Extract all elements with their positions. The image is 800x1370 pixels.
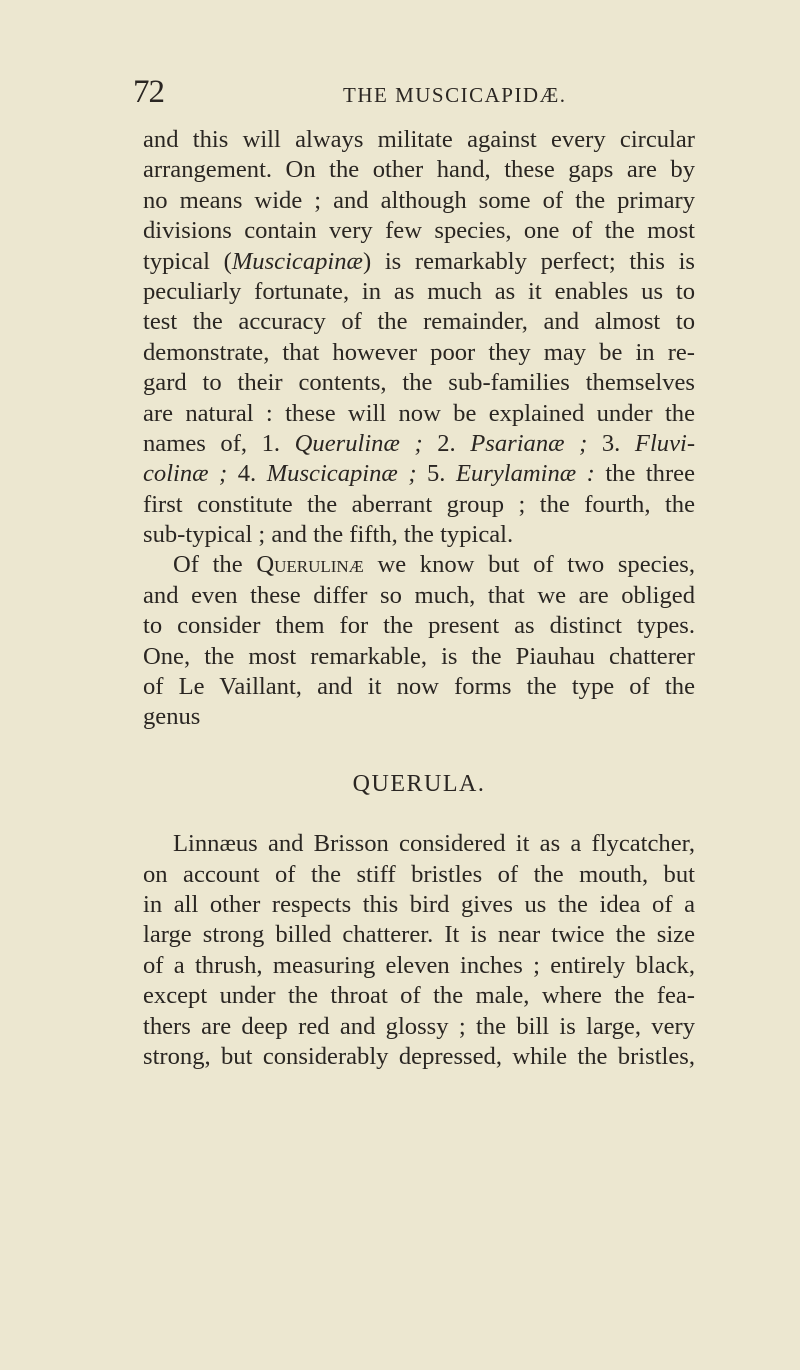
text-line: divisions contain very few species, one of the most <box>143 217 695 245</box>
running-head <box>133 74 693 114</box>
text-line <box>143 459 695 489</box>
running-title: THE MUSCICAPIDÆ. <box>343 83 567 107</box>
text-line <box>143 247 695 277</box>
text-run: ) is remarkably perfect; this is <box>362 247 695 275</box>
text-line: and this will always militate against every circular <box>143 126 695 153</box>
text-line <box>143 429 695 459</box>
text-line: sub-typical ; and the fifth, the typical. <box>143 521 514 549</box>
italic-term: Fluvi- <box>634 429 696 457</box>
text-line: gard to their contents, the sub-families themselves <box>143 369 695 397</box>
text-run: 4. <box>227 460 267 488</box>
text-line: strong, but considerably depressed, while the bristles, <box>143 1042 695 1070</box>
italic-term: Eurylaminæ : <box>455 460 595 488</box>
text-run: the three <box>594 460 696 488</box>
text-run: 5. <box>416 460 456 488</box>
text-line: are natural : these will now be explained under the <box>143 399 695 427</box>
text-line <box>143 550 695 580</box>
text-line: demonstrate, that however poor they may be in re- <box>143 338 695 366</box>
text-line: and even these differ so much, that we are obliged <box>143 581 695 609</box>
body-text <box>143 125 695 1072</box>
text-line: test the accuracy of the remainder, and almost to <box>143 308 695 336</box>
text-line: arrangement. On the other hand, these gaps are by <box>143 156 695 184</box>
italic-term: Psarianæ ; <box>470 429 588 457</box>
paragraph-2 <box>143 550 695 732</box>
italic-term: Querulinæ ; <box>294 429 423 457</box>
text-line: to consider them for the present as distinct types. <box>143 612 695 640</box>
text-line: of Le Vaillant, and it now forms the type of the <box>143 673 695 701</box>
text-line: peculiarly fortunate, in as much as it enables us to <box>143 277 695 305</box>
text-run: names of, 1. <box>143 429 295 457</box>
paragraph-1 <box>143 125 695 550</box>
text-run: we know but of two species, <box>363 551 695 579</box>
text-line: large strong billed chatterer. It is near twice the size <box>143 921 695 949</box>
text-run: 2. <box>422 429 471 457</box>
text-run: Of the <box>173 551 257 579</box>
text-line: thers are deep red and glossy ; the bill is large, very <box>143 1012 695 1040</box>
page-number: 72 <box>133 74 164 110</box>
italic-term: colinæ ; <box>143 460 228 488</box>
italic-term: Muscicapinæ <box>231 247 363 275</box>
text-line: on account of the stiff bristles of the mouth, but <box>143 860 695 888</box>
paragraph-3 <box>143 829 695 1072</box>
text-run: 3. <box>587 429 635 457</box>
section-heading: QUERULA. <box>352 770 486 797</box>
text-line: genus <box>143 703 201 731</box>
text-line: Linnæus and Brisson considered it as a flycatcher, <box>173 830 695 858</box>
text-run: typical ( <box>143 247 232 275</box>
text-line: no means wide ; and although some of the primary <box>143 186 695 214</box>
text-line: except under the throat of the male, where the fea- <box>143 982 695 1010</box>
text-line: of a thrush, measuring eleven inches ; entirely black, <box>143 951 695 979</box>
small-caps-term: Querulinæ <box>256 551 364 579</box>
text-line: One, the most remarkable, is the Piauhau chatterer <box>143 642 695 670</box>
italic-term: Muscicapinæ ; <box>266 460 417 488</box>
text-line: first constitute the aberrant group ; the fourth, the <box>143 490 695 518</box>
text-line: in all other respects this bird gives us the idea of a <box>143 890 695 918</box>
